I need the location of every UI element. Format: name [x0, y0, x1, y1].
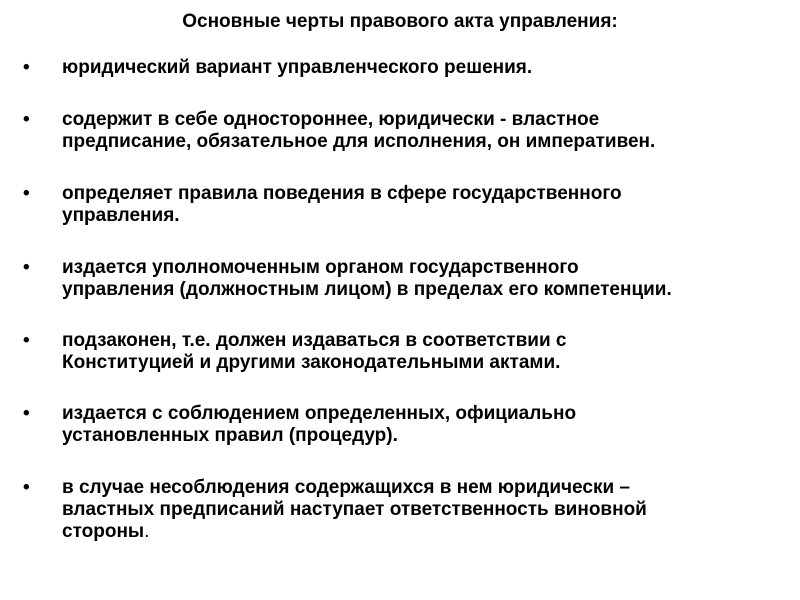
list-item-text: подзаконен, т.е. должен издаваться в соответствии с Конституцией и другими законодательными актами.	[62, 330, 567, 373]
list-item-text: содержит в себе одностороннее, юридически - властное предписание, обязательное для исполнения, он императивен.	[62, 109, 656, 152]
list-item-text: издается уполномоченным органом государственного управления (должностным лицом) в пределах его компетенции.	[62, 257, 672, 300]
bullet-icon: •	[23, 330, 30, 351]
bullet-icon: •	[23, 57, 30, 78]
bullet-icon: •	[23, 109, 30, 130]
list-item-text-tail: .	[144, 521, 150, 542]
bullet-icon: •	[23, 403, 30, 424]
bullet-icon: •	[23, 477, 30, 498]
list-item-text	[62, 477, 792, 543]
list-item-text: определяет правила поведения в сфере государственного управления.	[62, 183, 622, 226]
list-item-text: юридический вариант управленческого решения.	[62, 57, 533, 78]
bullet-icon: •	[23, 183, 30, 204]
bullet-icon: •	[23, 257, 30, 278]
list-item-text-main: в случае несоблюдения содержащихся в нем юридически – властных предписаний наступает ответственность виновной стороны	[62, 477, 647, 542]
slide-title: Основные черты правового акта управления:	[182, 11, 618, 32]
list-item-text: издается с соблюдением определенных, официально установленных правил (процедур).	[62, 403, 577, 446]
